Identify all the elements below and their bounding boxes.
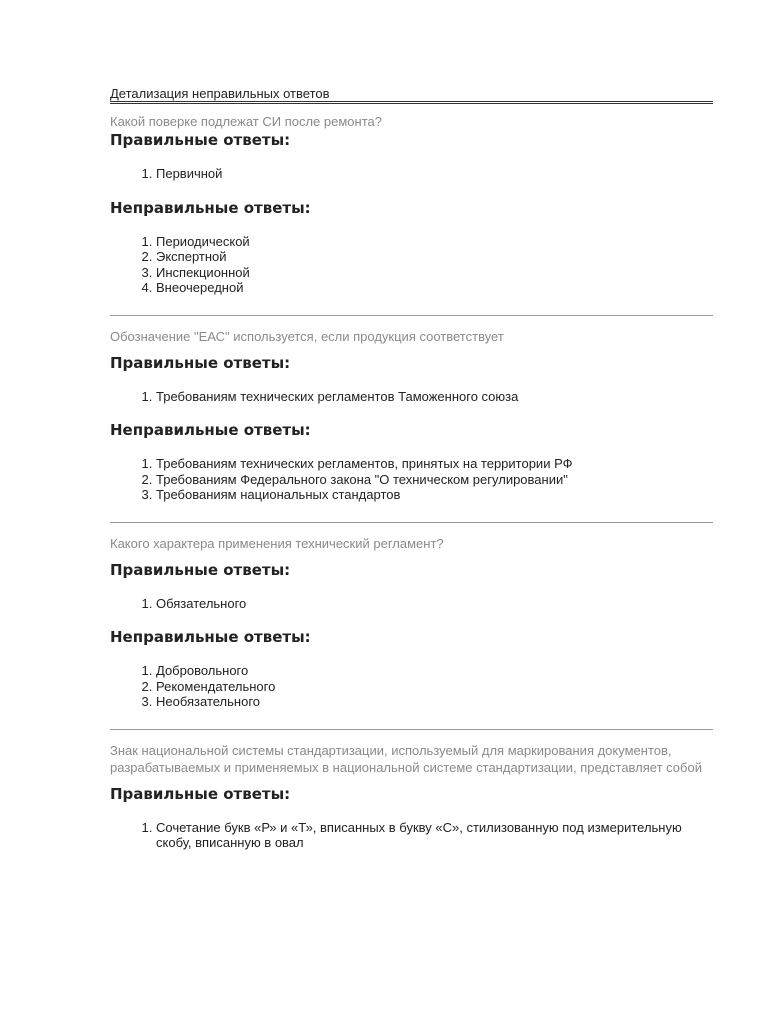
list-item: 1. Требованиям технических регламентов Таможенного союза xyxy=(156,389,713,405)
wrong-answers-heading: Неправильные ответы: xyxy=(110,421,311,439)
wrong-answers-heading: Неправильные ответы: xyxy=(110,628,311,646)
correct-answers-list xyxy=(110,820,713,851)
divider xyxy=(110,315,713,316)
list-item: 1. Добровольного xyxy=(156,663,713,679)
correct-answers-heading: Правильные ответы: xyxy=(110,560,291,579)
question-text: Знак национальной системы стандартизации, используемый для маркирования документов, разрабатываемых и применяемых в национальной системе стандартизации, представляет собой xyxy=(110,742,702,775)
list-item: 3. Требованиям национальных стандартов xyxy=(156,487,713,503)
wrong-answers-list xyxy=(110,663,713,710)
list-item: 3. Необязательного xyxy=(156,694,713,710)
list-item: 2. Рекомендательного xyxy=(156,679,713,695)
list-item: 1. Обязательного xyxy=(156,596,713,612)
list-item: 1. Сочетание букв «Р» и «Т», вписанных в букву «С», стилизованную под измерительную скобу, вписанную в овал xyxy=(156,820,713,851)
question-block xyxy=(110,535,713,710)
question-block xyxy=(110,742,713,851)
question-text: Какой поверке подлежат СИ после ремонта? xyxy=(110,114,382,129)
list-item: 1. Периодической xyxy=(156,234,713,250)
question-text: Какого характера применения технический регламент? xyxy=(110,535,444,551)
correct-answers-heading: Правильные ответы: xyxy=(110,131,291,149)
correct-answers-heading: Правильные ответы: xyxy=(110,353,291,372)
list-item: 2. Экспертной xyxy=(156,249,713,265)
document-page xyxy=(110,86,713,851)
wrong-answers-list xyxy=(110,234,713,296)
list-item: 4. Внеочередной xyxy=(156,280,713,296)
list-item: 2. Требованиям Федерального закона "О техническом регулировании" xyxy=(156,472,713,488)
correct-answers-list xyxy=(110,389,713,405)
divider xyxy=(110,522,713,523)
correct-answers-heading: Правильные ответы: xyxy=(110,784,291,803)
correct-answers-list xyxy=(110,596,713,612)
question-block xyxy=(110,328,713,503)
correct-answers-list xyxy=(110,166,713,182)
question-block xyxy=(110,113,713,296)
wrong-answers-list xyxy=(110,456,713,503)
divider xyxy=(110,729,713,730)
question-text: Обозначение "ЕАС" используется, если продукция соответствует xyxy=(110,328,504,344)
wrong-answers-heading: Неправильные ответы: xyxy=(110,198,311,217)
list-item: 3. Инспекционной xyxy=(156,265,713,281)
list-item: 1. Требованиям технических регламентов, принятых на территории РФ xyxy=(156,456,713,472)
document-title: Детализация неправильных ответов xyxy=(110,86,713,104)
list-item: 1. Первичной xyxy=(156,166,713,182)
